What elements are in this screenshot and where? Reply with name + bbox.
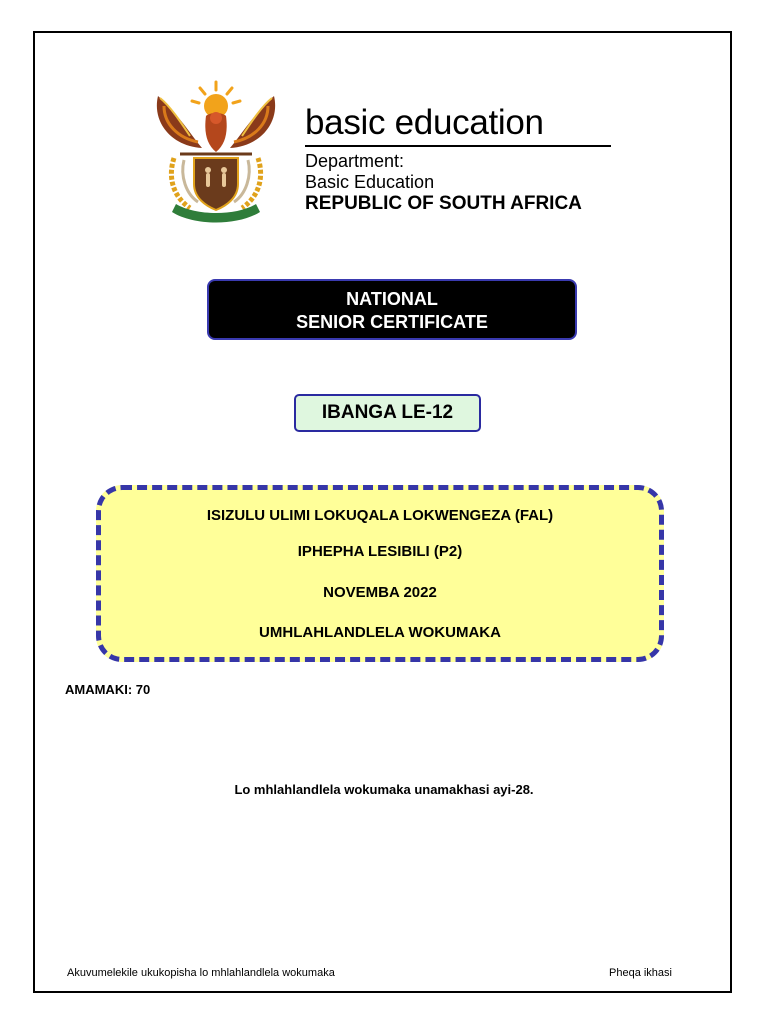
brand-title: basic education [305,103,544,142]
total-marks: AMAMAKI: 70 [65,682,151,697]
exam-date: NOVEMBA 2022 [323,584,437,601]
department-name: Basic Education [305,172,435,192]
certificate-banner [207,279,577,340]
document-type: UMHLAHLANDLELA WOKUMAKA [259,624,501,641]
department-label: Department: [305,151,405,171]
country-name: REPUBLIC OF SOUTH AFRICA [305,193,582,214]
copyright-notice: Akuvumelekile ukukopisha lo mhlahlandlela wokumaka [67,967,335,979]
paper-number: IPHEPHA LESIBILI (P2) [297,543,463,560]
grade-badge: IBANGA LE-12 [294,394,481,432]
turn-page-note: Pheqa ikhasi [609,967,672,979]
subject-panel [96,485,664,662]
subject-title: ISIZULU ULIMI LOKUQALA LOKWENGEZA (FAL) [206,507,554,524]
certificate-line-1: NATIONAL [346,289,438,309]
page-count-note: Lo mhlahlandlela wokumaka unamakhasi ayi-28. [234,782,534,797]
brand-divider [305,145,611,147]
certificate-line-2: SENIOR CERTIFICATE [296,312,488,332]
coat-of-arms-icon [150,76,282,226]
